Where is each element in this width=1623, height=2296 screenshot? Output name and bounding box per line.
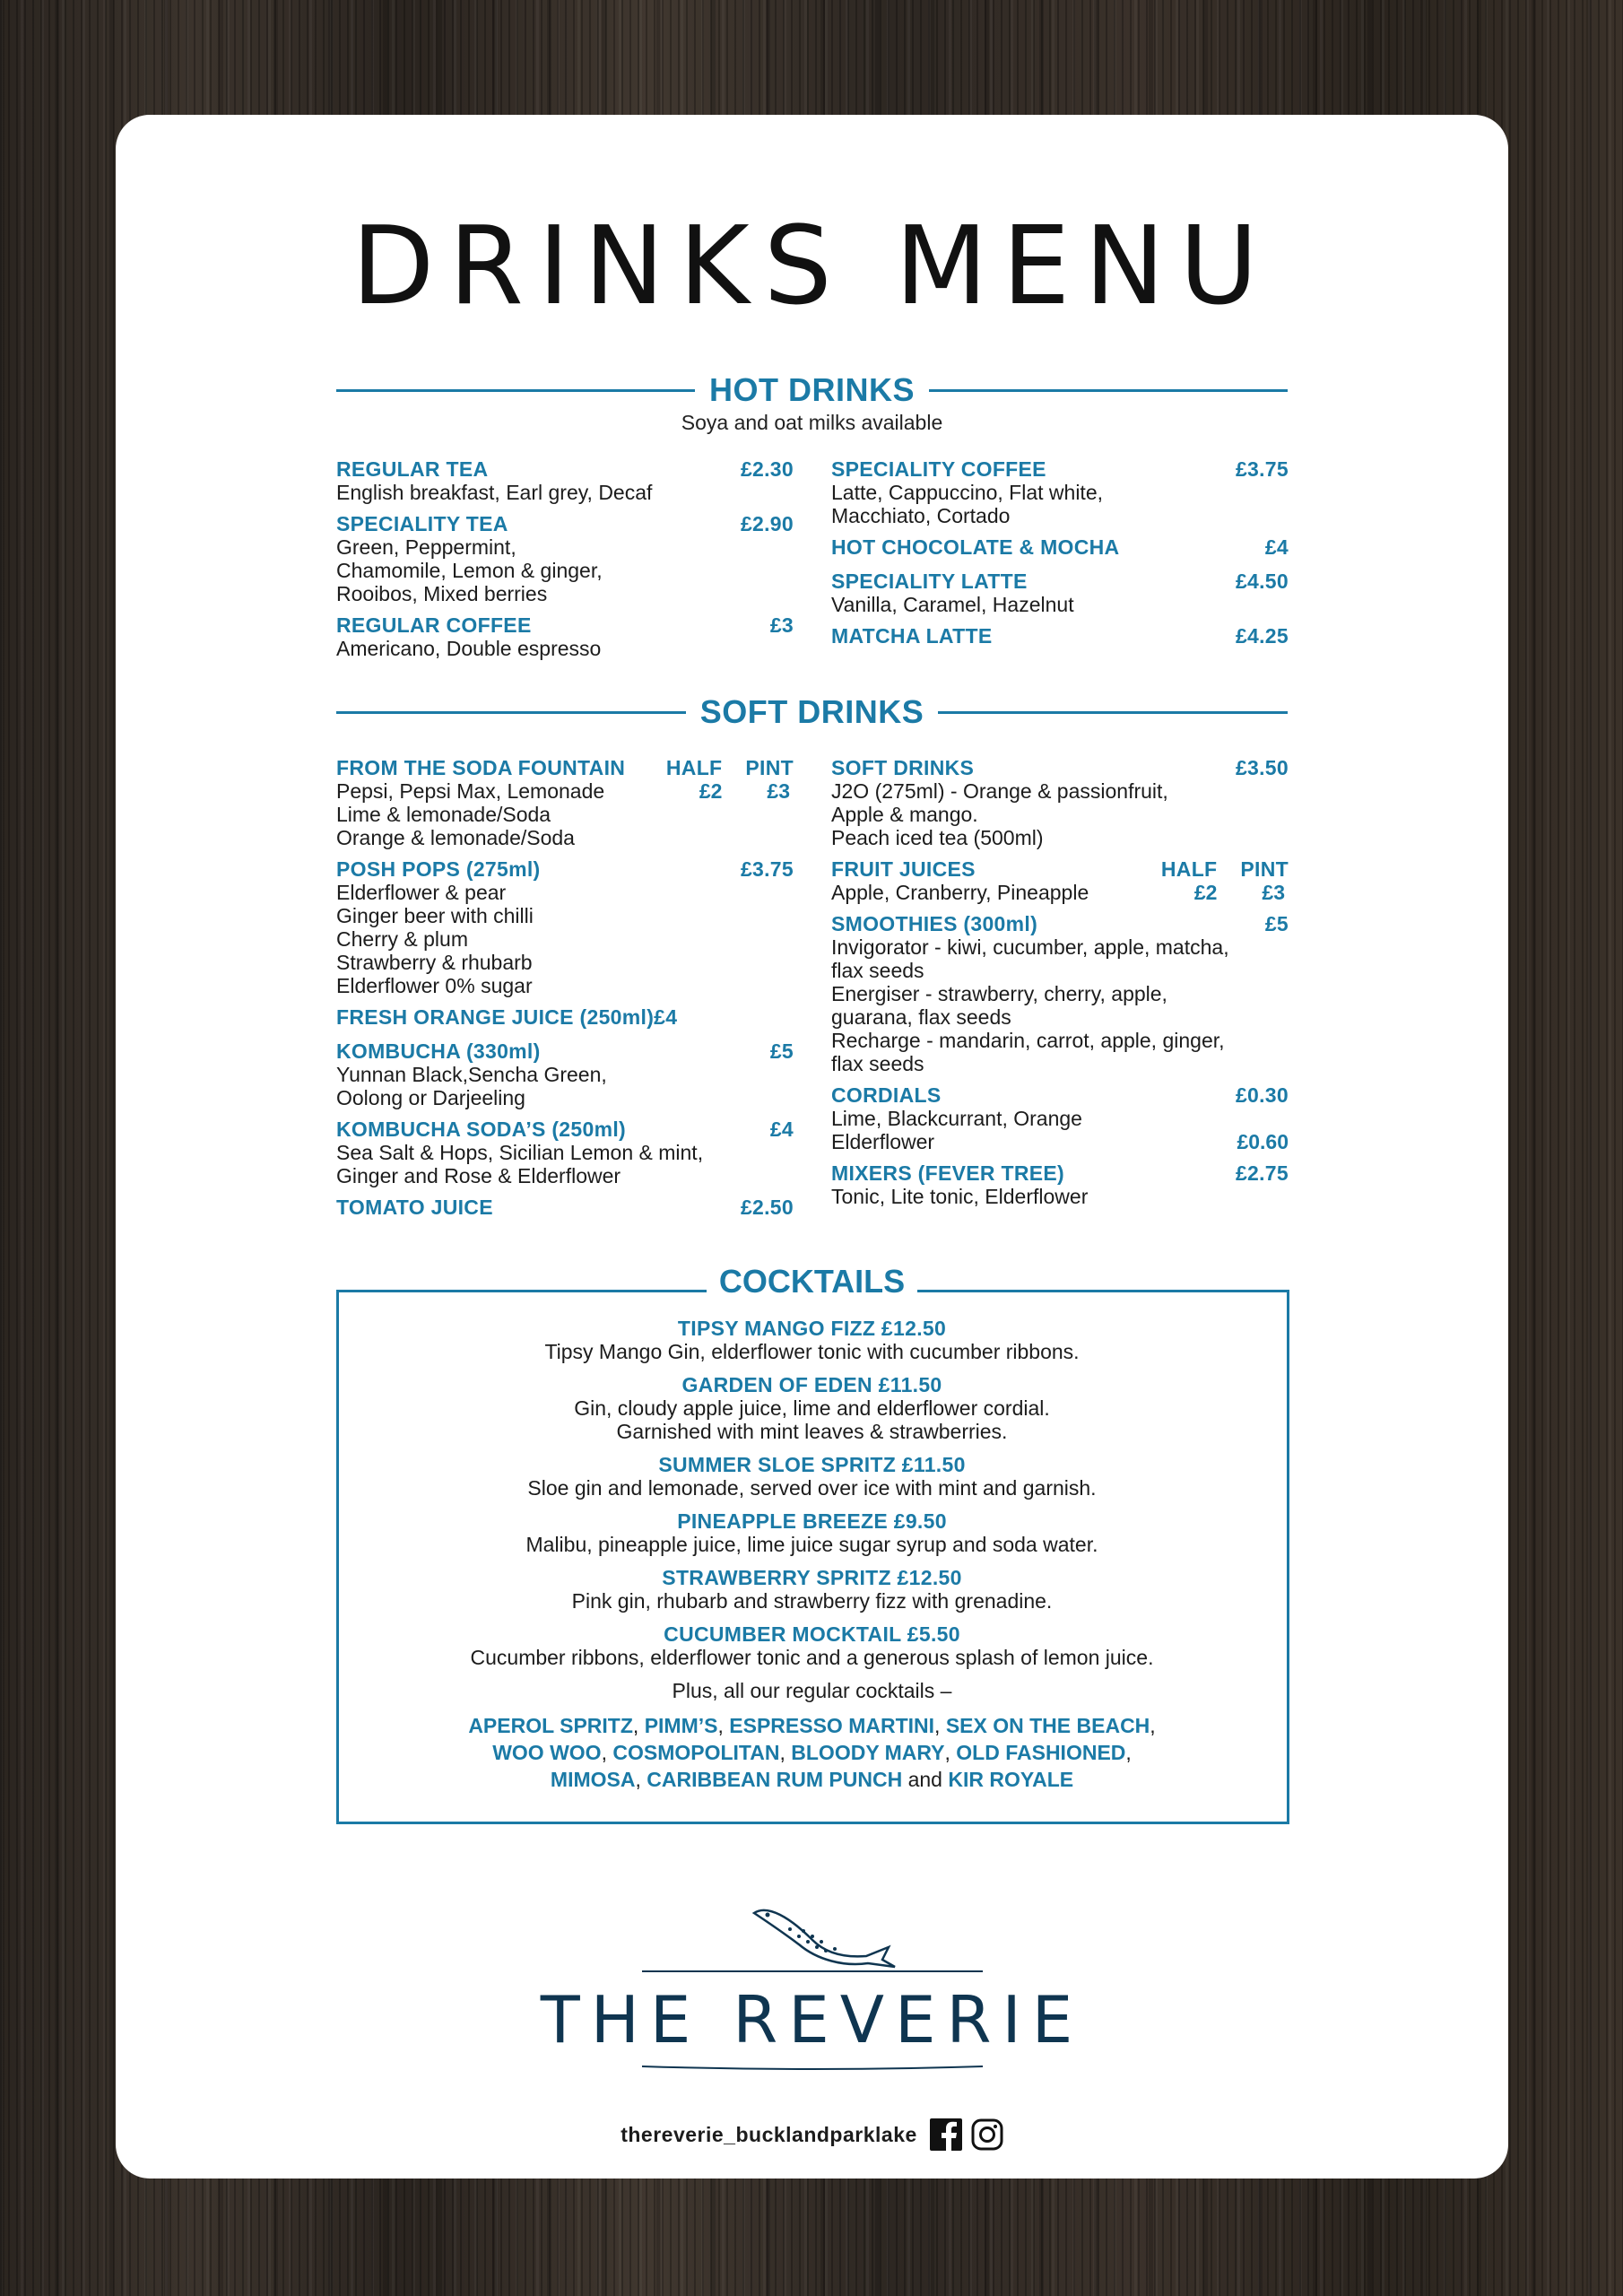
item-name: FRESH ORANGE JUICE (250ml)£4 <box>336 1005 678 1029</box>
item-name: SPECIALITY COFFEE <box>831 457 1046 481</box>
item-desc: Pepsi, Pepsi Max, Lemonade <box>336 779 605 803</box>
regular-cocktails-intro: Plus, all our regular cocktails – <box>672 1679 952 1702</box>
item-price: £4 <box>1264 535 1289 559</box>
cocktails-title: COCKTAILS <box>707 1263 917 1300</box>
item-name: KOMBUCHA SODA’S (250ml) <box>336 1118 626 1141</box>
separator: and <box>902 1768 949 1791</box>
item-price: £2.75 <box>1235 1161 1289 1185</box>
item-desc: Latte, Cappuccino, Flat white, Macchiato, Cortado <box>831 481 1103 527</box>
menu-item <box>831 857 1289 904</box>
item-price: £0.30 <box>1235 1083 1289 1107</box>
item-price: £3.50 <box>1235 756 1289 779</box>
cocktail-desc: Sloe gin and lemonade, served over ice with mint and garnish. <box>527 1476 1097 1500</box>
facebook-icon[interactable] <box>930 2118 962 2151</box>
pint-label: PINT <box>1240 857 1289 881</box>
item-desc: Elderflower <box>831 1130 935 1153</box>
item-name: KOMBUCHA (330ml) <box>336 1039 541 1063</box>
menu-item <box>336 857 794 997</box>
item-name: SPECIALITY TEA <box>336 512 508 535</box>
hot-drinks-title: HOT DRINKS <box>709 371 915 408</box>
half-label: HALF <box>665 756 723 779</box>
cocktail-item <box>336 1622 1288 1669</box>
separator: , <box>1125 1741 1132 1764</box>
cocktail-name: OLD FASHIONED <box>956 1741 1126 1764</box>
separator: , <box>717 1714 730 1737</box>
item-name: CORDIALS <box>831 1083 942 1107</box>
cocktail-desc: Malibu, pineapple juice, lime juice sugar syrup and soda water. <box>525 1533 1098 1556</box>
cocktail-name: SEX ON THE BEACH <box>945 1714 1150 1737</box>
menu-item <box>831 1083 1289 1153</box>
instagram-icon[interactable] <box>971 2118 1003 2151</box>
separator: , <box>635 1768 647 1791</box>
cocktail-name: WOO WOO <box>492 1741 602 1764</box>
social-handle[interactable]: thereverie_bucklandparklake <box>621 2122 917 2146</box>
social-footer <box>336 2118 1288 2151</box>
cocktail-item <box>336 1317 1288 1363</box>
item-price: £2.30 <box>740 457 794 481</box>
cocktail-name: KIR ROYALE <box>948 1768 1074 1791</box>
cocktail-name: CUCUMBER MOCKTAIL £5.50 <box>664 1622 960 1646</box>
item-desc: Lime, Blackcurrant, Orange <box>831 1107 1082 1130</box>
menu-item <box>831 912 1289 1075</box>
pint-price: £3 <box>767 779 790 803</box>
menu-title: DRINKS MENU <box>352 204 1272 329</box>
divider <box>336 711 686 714</box>
separator: , <box>779 1741 792 1764</box>
fish-icon <box>633 1895 992 1985</box>
milk-note: Soya and oat milks available <box>681 411 943 434</box>
separator: , <box>934 1714 946 1737</box>
cocktail-name: MIMOSA <box>550 1768 636 1791</box>
half-label: HALF <box>1160 857 1218 881</box>
soft-drinks-title: SOFT DRINKS <box>699 693 924 730</box>
menu-item <box>336 1039 794 1109</box>
item-price: £2.90 <box>740 512 794 535</box>
cocktail-name: PINEAPPLE BREEZE £9.50 <box>677 1509 947 1533</box>
hot-drinks-right <box>831 457 1289 656</box>
cocktail-name: SUMMER SLOE SPRITZ £11.50 <box>658 1453 966 1476</box>
cocktail-name: STRAWBERRY SPRITZ £12.50 <box>662 1566 962 1589</box>
half-price: £2 <box>1193 881 1218 904</box>
menu-item <box>336 1005 794 1029</box>
cocktails-list <box>336 1317 1288 1793</box>
separator: , <box>632 1714 645 1737</box>
menu-item <box>831 457 1289 527</box>
item-desc: Sea Salt & Hops, Sicilian Lemon & mint, Ginger and Rose & Elderflower <box>336 1141 704 1187</box>
cocktail-name: GARDEN OF EDEN £11.50 <box>681 1373 942 1396</box>
item-desc: Americano, Double espresso <box>336 637 602 660</box>
separator: , <box>944 1741 957 1764</box>
item-name: MATCHA LATTE <box>831 624 993 648</box>
item-name: FROM THE SODA FOUNTAIN <box>336 756 626 779</box>
hot-drinks-header <box>336 371 1288 409</box>
cocktail-name: COSMOPOLITAN <box>612 1741 780 1764</box>
menu-item <box>831 1161 1289 1208</box>
menu-item <box>336 457 794 504</box>
divider <box>929 389 1288 392</box>
item-price: £4.50 <box>1235 570 1289 593</box>
item-name: MIXERS (FEVER TREE) <box>831 1161 1065 1185</box>
item-name: REGULAR COFFEE <box>336 613 532 637</box>
item-price: £2.50 <box>740 1196 794 1219</box>
soft-drinks-right <box>831 756 1289 1216</box>
item-name: SOFT DRINKS <box>831 756 975 779</box>
item-name: TOMATO JUICE <box>336 1196 493 1219</box>
item-desc: Green, Peppermint, Chamomile, Lemon & ginger, Rooibos, Mixed berries <box>336 535 603 605</box>
cocktail-item <box>336 1509 1288 1556</box>
cocktail-name: PIMM’S <box>644 1714 718 1737</box>
separator: , <box>1150 1714 1156 1737</box>
brand-name: THE REVERIE <box>540 1982 1084 2057</box>
cocktail-name: APEROL SPRITZ <box>468 1714 633 1737</box>
item-desc: Yunnan Black,Sencha Green, Oolong or Darjeeling <box>336 1063 607 1109</box>
item-name: REGULAR TEA <box>336 457 489 481</box>
item-desc: Lime & lemonade/Soda Orange & lemonade/Soda <box>336 803 575 849</box>
divider <box>336 389 695 392</box>
divider <box>938 711 1288 714</box>
cocktail-desc: Pink gin, rhubarb and strawberry fizz with grenadine. <box>571 1589 1053 1613</box>
cocktail-name: CARIBBEAN RUM PUNCH <box>647 1768 903 1791</box>
item-price: £4.25 <box>1235 624 1289 648</box>
item-price: £3.75 <box>1235 457 1289 481</box>
cocktail-name: TIPSY MANGO FIZZ £12.50 <box>677 1317 947 1340</box>
item-price: £3.75 <box>740 857 794 881</box>
item-name: SPECIALITY LATTE <box>831 570 1028 593</box>
item-price: £4 <box>769 1118 794 1141</box>
cocktail-item <box>336 1566 1288 1613</box>
item-desc: Invigorator - kiwi, cucumber, apple, matcha, flax seeds Energiser - strawberry, cherry, apple, guarana, flax seeds Recharge - mandarin, carrot, apple, ginger, flax seeds <box>831 935 1229 1075</box>
soft-drinks-left <box>336 756 794 1227</box>
menu-item <box>831 570 1289 616</box>
item-name: SMOOTHIES (300ml) <box>831 912 1038 935</box>
half-price: £2 <box>699 779 723 803</box>
menu-item <box>831 535 1289 559</box>
item-price: £3 <box>769 613 794 637</box>
cocktail-item <box>336 1373 1288 1443</box>
cocktail-item <box>336 1453 1288 1500</box>
item-desc: J2O (275ml) - Orange & passionfruit, Apple & mango. Peach iced tea (500ml) <box>831 779 1168 849</box>
pint-label: PINT <box>745 756 794 779</box>
item-price: £5 <box>1264 912 1289 935</box>
menu-item <box>336 512 794 605</box>
cocktail-name: BLOODY MARY <box>791 1741 945 1764</box>
item-name: POSH POPS (275ml) <box>336 857 541 881</box>
brand-logo <box>336 1895 1288 2080</box>
menu-item <box>831 624 1289 648</box>
cocktail-name: ESPRESSO MARTINI <box>729 1714 935 1737</box>
menu-item <box>336 1118 794 1187</box>
pint-price: £3 <box>1262 881 1285 904</box>
menu-item <box>336 756 794 849</box>
cocktail-desc: Gin, cloudy apple juice, lime and elderflower cordial. Garnished with mint leaves & strawberries. <box>574 1396 1050 1443</box>
cocktail-desc: Cucumber ribbons, elderflower tonic and a generous splash of lemon juice. <box>470 1646 1154 1669</box>
item-desc: Vanilla, Caramel, Hazelnut <box>831 593 1074 616</box>
regular-cocktails-list <box>336 1712 1288 1793</box>
item-desc: Tonic, Lite tonic, Elderflower <box>831 1185 1089 1208</box>
cocktails-header <box>336 1263 1288 1300</box>
menu-item <box>831 756 1289 849</box>
menu-card <box>116 115 1508 2179</box>
item-desc: English breakfast, Earl grey, Decaf <box>336 481 653 504</box>
item-name: FRUIT JUICES <box>831 857 976 881</box>
item-desc: Apple, Cranberry, Pineapple <box>831 881 1089 904</box>
item-price: £5 <box>769 1039 794 1063</box>
brand-underline <box>633 2057 992 2075</box>
separator: , <box>601 1741 613 1764</box>
cocktail-desc: Tipsy Mango Gin, elderflower tonic with cucumber ribbons. <box>544 1340 1080 1363</box>
item-price: £0.60 <box>1237 1130 1289 1153</box>
hot-drinks-left <box>336 457 794 668</box>
menu-item <box>336 1196 794 1219</box>
item-desc: Elderflower & pear Ginger beer with chilli Cherry & plum Strawberry & rhubarb Elderflower 0% sugar <box>336 881 534 997</box>
item-name: HOT CHOCOLATE & MOCHA <box>831 535 1120 559</box>
soft-drinks-header <box>336 693 1288 731</box>
menu-item <box>336 613 794 660</box>
